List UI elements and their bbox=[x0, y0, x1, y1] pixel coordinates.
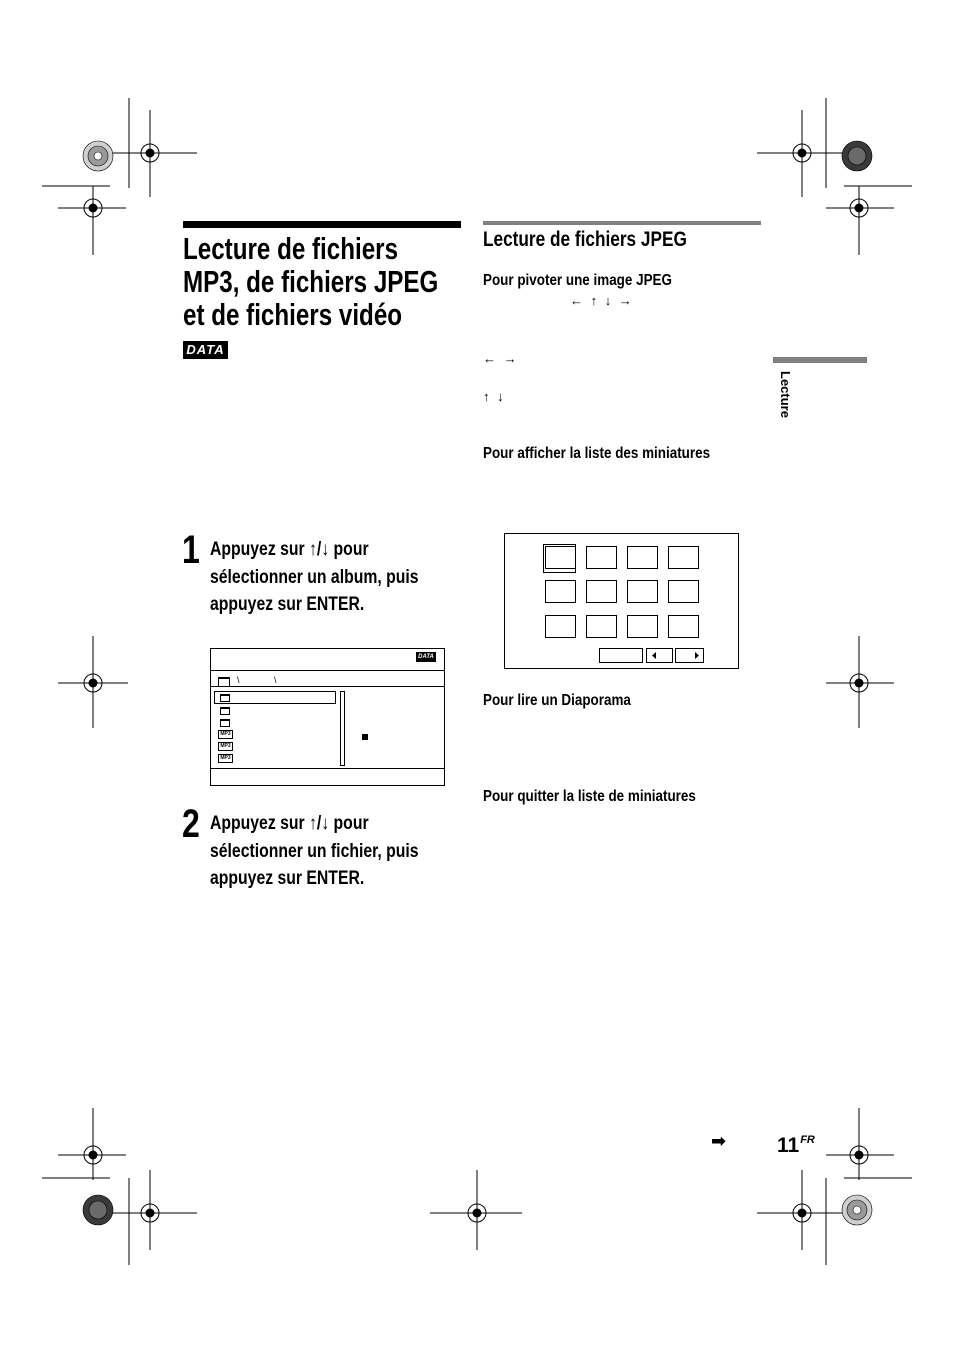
screen-divider bbox=[211, 686, 444, 687]
folder-up-icon bbox=[220, 694, 230, 702]
mp3-file-icon[interactable]: MP3 bbox=[218, 730, 233, 739]
thumbnails-heading: Pour afficher la liste des miniatures bbox=[483, 445, 711, 462]
rotate-arrows: ← ↑ ↓ → bbox=[570, 293, 634, 308]
screen-divider bbox=[211, 670, 444, 671]
thumbnail[interactable] bbox=[545, 580, 576, 603]
step-2-text: Appuyez sur ↑/↓ pour sélectionner un fichier, puis appuyez sur ENTER. bbox=[210, 813, 419, 889]
thumbnail[interactable] bbox=[627, 546, 658, 569]
thumbnail[interactable] bbox=[586, 546, 617, 569]
thumbnail[interactable] bbox=[668, 615, 699, 638]
folder-icon[interactable] bbox=[220, 719, 230, 727]
step-2-number: 2 bbox=[182, 802, 200, 846]
album-row-selected[interactable] bbox=[214, 691, 336, 704]
thumbnail[interactable] bbox=[586, 580, 617, 603]
thumbnail[interactable] bbox=[545, 615, 576, 638]
data-badge: DATA bbox=[183, 341, 228, 359]
stop-icon bbox=[362, 734, 368, 740]
prev-page-button[interactable] bbox=[646, 648, 673, 663]
thumbnail[interactable] bbox=[668, 546, 699, 569]
page-indicator bbox=[599, 648, 643, 663]
thumbnail[interactable] bbox=[668, 580, 699, 603]
triangle-left-icon bbox=[647, 649, 672, 662]
screen-data-badge: DATA bbox=[416, 652, 436, 662]
side-tab-rule bbox=[773, 357, 867, 363]
up-down-arrows: ↑ ↓ bbox=[483, 389, 506, 404]
slideshow-heading: Pour lire un Diaporama bbox=[483, 692, 631, 709]
next-page-button[interactable] bbox=[675, 648, 704, 663]
step-1-text: Appuyez sur ↑/↓ pour sélectionner un album, puis appuyez sur ENTER. bbox=[210, 539, 419, 615]
screen-divider bbox=[211, 768, 444, 769]
mp3-file-icon[interactable]: MP3 bbox=[218, 754, 233, 763]
title-line-2: MP3, de fichiers JPEG bbox=[183, 264, 439, 299]
title-line-1: Lecture de fichiers bbox=[183, 231, 399, 266]
thumbnail[interactable] bbox=[627, 580, 658, 603]
step-1-number: 1 bbox=[182, 528, 200, 572]
section-title: Lecture de fichiers JPEG bbox=[483, 228, 687, 251]
list-scrollbar[interactable] bbox=[340, 691, 345, 766]
thumbnail[interactable] bbox=[545, 546, 576, 569]
triangle-right-icon bbox=[676, 649, 703, 662]
quit-thumbnails-heading: Pour quitter la liste de miniatures bbox=[483, 788, 696, 805]
thumbnail-screen bbox=[504, 533, 739, 669]
thumbnail[interactable] bbox=[586, 615, 617, 638]
path-separator: \ bbox=[237, 675, 240, 685]
path-separator: \ bbox=[274, 675, 277, 685]
title-line-3: et de fichiers vidéo bbox=[183, 297, 403, 332]
side-tab-label: Lecture bbox=[778, 371, 793, 418]
page-number: $11^{FR}$ bbox=[777, 1134, 815, 1157]
album-list-screen bbox=[210, 648, 445, 786]
left-right-arrows: ← → bbox=[483, 351, 519, 366]
continued-arrow-icon: ➡ bbox=[711, 1131, 727, 1151]
mp3-file-icon[interactable]: MP3 bbox=[218, 742, 233, 751]
section-rule bbox=[483, 221, 761, 225]
rotate-heading: Pour pivoter une image JPEG bbox=[483, 272, 672, 289]
page-title bbox=[183, 232, 510, 331]
thumbnail[interactable] bbox=[627, 615, 658, 638]
title-rule bbox=[183, 221, 461, 228]
folder-icon[interactable] bbox=[220, 707, 230, 715]
